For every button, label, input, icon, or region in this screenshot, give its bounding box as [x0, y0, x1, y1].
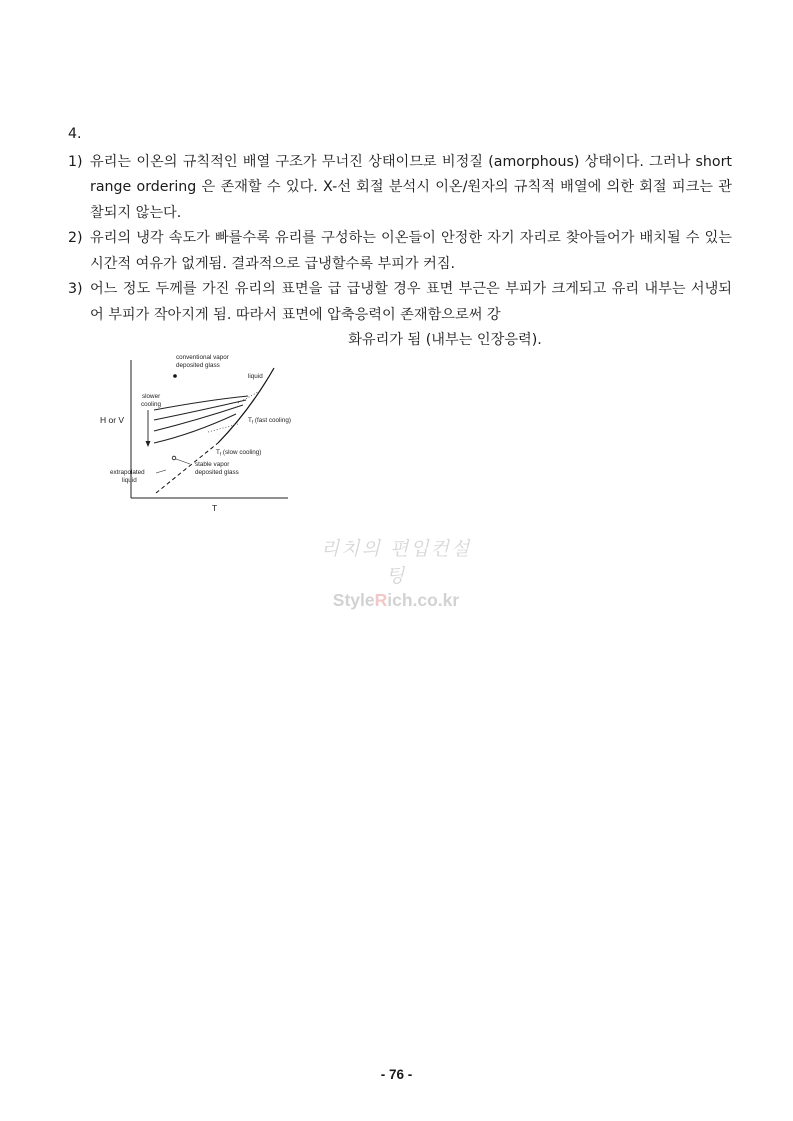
stable-leader — [176, 459, 190, 464]
item-text: 유리는 이온의 규칙적인 배열 구조가 무너진 상태이므로 비정질 (amorphous) 상태이다. 그러나 short range ordering 은 존재할 수 있다. X-선 회절 분석시 이온/원자의 규칙적 배열에 의한 회절 피크는 관찰되지 않는다. — [90, 153, 732, 221]
watermark-title: 리치의 편입컨설팅 — [320, 538, 472, 587]
question-number: 4. — [68, 126, 82, 142]
list-item-2 — [68, 226, 732, 277]
watermark-brand: StyleRich.co.kr — [332, 590, 460, 610]
slower-label-2: cooling — [141, 401, 161, 408]
extrap-label-1: extrapolated — [110, 469, 145, 476]
item-text: 유리의 냉각 속도가 빠를수록 유리를 구성하는 이온들이 안정한 자기 자리로 찾아들어가 배치될 수 있는 시간적 여유가 없게됨. 결과적으로 급냉할수록 부피가 커짐. — [90, 230, 732, 272]
extrap-label-2: liquid — [122, 477, 137, 484]
stable-glass-point — [172, 456, 176, 460]
conventional-label-2: deposited glass — [176, 362, 220, 369]
x-axis-label: T — [212, 503, 218, 513]
y-axis-label: H or V — [100, 415, 125, 425]
list-item-1 — [68, 150, 732, 227]
liquid-curve — [218, 368, 274, 443]
slower-label-1: slower — [142, 393, 161, 400]
glass-line-2 — [154, 400, 246, 420]
list-item-3 — [68, 277, 732, 328]
item-number: 3) — [68, 281, 83, 297]
stable-label-2: deposited glass — [195, 469, 239, 476]
page-number: - 76 - — [380, 1067, 413, 1082]
item-text: 어느 정도 두께를 가진 유리의 표면을 급 급냉할 경우 표면 부근은 부피가 크게되고 유리 내부는 서냉되어 부피가 작아지게 됨. 따라서 표면에 압축응력이 존재함으로써 강 — [90, 281, 732, 323]
arrowhead — [146, 441, 151, 447]
glass-transition-diagram — [98, 348, 303, 516]
conventional-glass-point — [173, 374, 177, 378]
item-number: 2) — [68, 230, 83, 246]
item-3-last-line: 화유리가 됨 (내부는 인장응력). — [348, 332, 542, 348]
tf-fast-label: $T_f$ (fast cooling) — [248, 417, 291, 425]
glass-line-3 — [154, 405, 243, 431]
glass-line-4 — [154, 414, 236, 443]
extrap-leader — [156, 470, 166, 473]
watermark — [316, 534, 476, 611]
tf-slow-label: $T_f$ (slow cooling) — [216, 449, 262, 457]
stable-label-1: stable vapor — [195, 461, 230, 468]
answer-block — [68, 122, 732, 354]
extrapolated-liquid-line — [156, 443, 218, 493]
item-number: 1) — [68, 153, 83, 170]
conventional-label-1: conventional vapor — [176, 354, 229, 361]
liquid-label: liquid — [248, 373, 263, 380]
